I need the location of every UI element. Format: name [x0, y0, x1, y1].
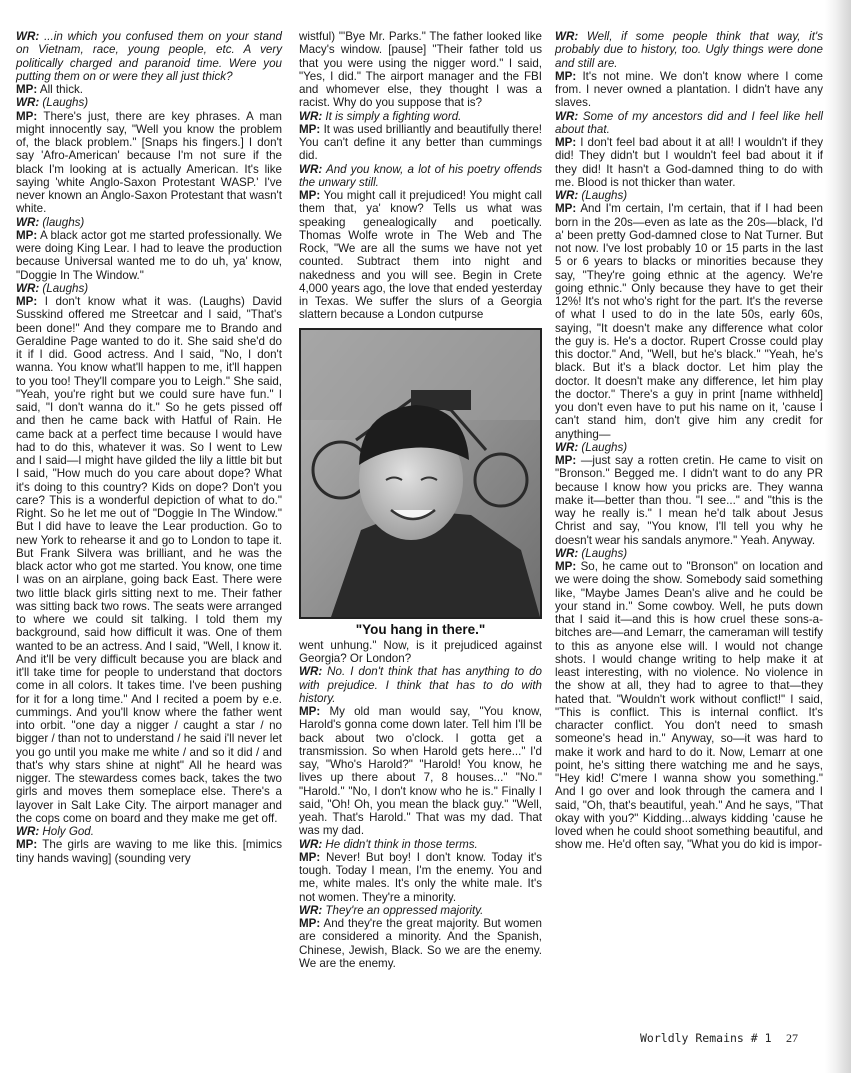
speaker-label: WR: [555, 109, 579, 123]
interview-paragraph [16, 295, 282, 825]
paragraph-text: A black actor got me started professionally. We were doing King Lear. I had to leave the production because Universal wanted me to do uh, ya' know, "Doggie In The Window." [16, 228, 282, 282]
interview-paragraph [555, 202, 823, 441]
speaker-label: WR: [555, 440, 579, 454]
paragraph-text: I don't feel bad about it at all! I wouldn't if they did! They didn't but I wouldn't feel bad about it if they did! It hasn't a God-damned thing to do with me. Blood is not thicker than water. [555, 136, 823, 189]
paragraph-text: The girls are waving to me like this. [mimics tiny hands waving] (sounding very [16, 838, 282, 865]
interview-paragraph [299, 30, 542, 110]
interview-paragraph [299, 110, 542, 123]
speaker-label: MP: [555, 69, 577, 83]
interview-paragraph [299, 904, 542, 917]
paragraph-text: (Laughs) [578, 440, 628, 454]
interview-paragraph [555, 454, 823, 547]
paragraph-text: went unhung." Now, is it prejudiced against Georgia? Or London? [299, 638, 542, 665]
speaker-label: WR: [16, 825, 40, 838]
paragraph-text: (Laughs) [39, 96, 89, 110]
paragraph-text: It was used brilliantly and beautifully there! You can't define it any better than cummings did. [299, 122, 542, 163]
interview-paragraph [555, 547, 823, 560]
interview-paragraph [299, 838, 542, 851]
interview-paragraph [16, 282, 282, 295]
column-1-paragraphs [16, 30, 282, 865]
interview-paragraph [555, 189, 823, 202]
paragraph-text: Well, if some people think that way, it's probably due to history, too. Ugly things were done and still are. [555, 30, 823, 70]
speaker-label: MP: [299, 850, 321, 864]
interview-paragraph [299, 665, 542, 705]
paragraph-text: And they're the great majority. But women are considered a minority. And the Spanish, Chinese, Jewish, Black. So we are the enemy. We are the enemy. [299, 917, 542, 970]
speaker-label: MP: [555, 560, 577, 573]
paragraph-text: And I'm certain, I'm certain, that if I had been born in the 20s—even as late as the 20s—black, I'd a' been pretty God-damned close to Nat Turner. But not now. I've lost probably 10 or 15 parts in the last 5 or 6 years to blacks or minorities because they say, "They're going ethnic at the agency. We're going ethnic." Only because they have to get their 12%! It's not who's right for the part. It's the reverse of what I used to do in the late 50s, early 60s, saying, "It doesn't make any difference what color the guy is. He's a doctor. Rupert Crosse could play this doctor." And, "Well, but he's black." "Yeah, he's black. But it's a black doctor. Let him play the doctor. It doesn't make any difference, let him play the doctor." There's a guy in print [name withheld] you don't even have to put his name on it, 'cause I can't stand him, don't give him any credit for anything— [555, 202, 823, 441]
speaker-label: WR: [299, 837, 323, 851]
photo-caption: "You hang in there." [355, 621, 486, 637]
speaker-label: MP: [299, 189, 321, 202]
speaker-label: MP: [16, 83, 38, 96]
interview-paragraph [299, 917, 542, 970]
interview-paragraph [16, 216, 282, 229]
interview-paragraph [555, 441, 823, 454]
speaker-label: MP: [16, 838, 38, 852]
interview-paragraph [299, 851, 542, 904]
text-column-3 [555, 30, 823, 852]
interview-paragraph [299, 705, 542, 838]
speaker-label: MP: [16, 109, 38, 123]
paragraph-text: You might call it prejudiced! You might call them that, ya' know? Tells us what was speaking genealogically and poetically. Thomas Wolfe wrote in The Web and The Rock, "We are all the sums we have not yet counted. Subtract them into night and nakedness and you will see. Begin in Crete 4,000 years ago, the love that ended yesterday in Texas. We suffer the slurs of a Georgia slattern because a London cutpurse [299, 189, 542, 322]
paragraph-text: He didn't think in those terms. [322, 837, 478, 851]
speaker-label: WR: [299, 903, 323, 917]
paragraph-text: It is simply a fighting word. [322, 109, 462, 123]
speaker-label: MP: [299, 705, 321, 718]
paragraph-text: —just say a rotten cretin. He came to visit on "Bronson." Begged me. I didn't want to do any PR because I know how you pricks are. They wanna make it—better than thou. "I see..." and "this is the way he really is." I mean he'd talk about Jesus Christ and say, "You know, I'll tell you why he doesn't wear his sandals anymore." Yeah. Anyway. [555, 454, 823, 547]
speaker-label: MP: [16, 228, 38, 242]
paragraph-text: Never! But boy! I don't know. Today it's tough. Today I mean, I'm the enemy. You and me, white males. It's only the white male. It's not women. They're a minority. [299, 850, 542, 904]
paragraph-text: ...in which you confused them on your stand on Vietnam, race, young people, etc. A very politically charged and paranoid time. Were you putting them on or were they all just thick? [16, 30, 282, 83]
speaker-label: WR: [16, 96, 40, 110]
interview-paragraph [555, 30, 823, 70]
interview-paragraph [16, 110, 282, 216]
interview-paragraph [16, 96, 282, 109]
interview-paragraph [16, 838, 282, 865]
text-column-1 [16, 30, 282, 865]
publication-footer: Worldly Remains # 1 [640, 1031, 772, 1045]
page-number: 27 [786, 1031, 798, 1045]
interview-paragraph [16, 229, 282, 282]
paragraph-text: No. I don't think that has anything to do with prejudice. I think that has to do with history. [299, 665, 542, 705]
interview-paragraph [555, 70, 823, 110]
paragraph-text: My old man would say, "You know, Harold's gonna come down later. Tell him I'll be back about two o'clock. I gotta get a transmission. So when Harold gets here..." I'd say, "Who's Harold?" "Harold! You know, he lives up there about 7, 8 houses..." "No." "Harold." "No, I don't know who he is." Finally I said, "Oh! Oh, you mean the black guy." "Well, yeah. That's Harold." That was my dad. That was my dad. [299, 705, 542, 838]
interview-paragraph [555, 136, 823, 189]
speaker-label: WR: [555, 189, 579, 202]
speaker-label: WR: [299, 109, 323, 123]
speaker-label: WR: [555, 30, 579, 43]
paragraph-text: So, he came out to "Bronson" on location and we were doing the show. Somebody said something like, "Maybe James Dean's alive and he could be your stand in." Some cowboy. Well, he puts down that I said it—and this is how cruel these sons-a-bitches are—and Lemarr, the cameraman will testify to this as anyone else will. I would not change shots. I would change writing to help make it at least interesting, with no violence. No violence in the show at all, they had to agree to that—they hated that. "Wouldn't work without conflict!" I said, "This is conflict. This is internal conflict. It's character conflict. You don't need to smash someone's head in." Anyway, so—it was hard to make it work and hard to do it. Now, Lemarr at one point, he's sitting there watching me and he says, "Hey kid! C'mere I wanna show you something." And I go over and look through the camera and I said, "Oh, that's beautiful, yeah." And he says, "That okay with you?" Kidding...always kidding 'cause he loved when he could shoot something beautiful, and show me. He'd often say, "What you do kid is impor- [555, 560, 823, 852]
column-2-paragraphs-top [299, 30, 542, 322]
speaker-label: WR: [299, 162, 323, 176]
interview-paragraph [299, 189, 542, 322]
paragraph-text: (laughs) [39, 215, 85, 229]
paragraph-text: Some of my ancestors did and I feel like hell about that. [555, 109, 823, 136]
speaker-label: MP: [555, 202, 577, 216]
page-edge-shadow [825, 0, 851, 1073]
paragraph-text: (Laughs) [578, 546, 628, 560]
paragraph-text: All thick. [37, 83, 84, 96]
paragraph-text: And you know, a lot of his poetry offends the unwary still. [299, 162, 542, 189]
column-3-paragraphs [555, 30, 823, 852]
interview-paragraph [555, 560, 823, 852]
interview-paragraph [16, 30, 282, 83]
speaker-label: WR: [16, 30, 40, 43]
paragraph-text: (Laughs) [39, 281, 89, 295]
portrait-photo [299, 328, 542, 619]
speaker-label: WR: [555, 546, 579, 560]
interview-paragraph [16, 825, 282, 838]
speaker-label: WR: [16, 215, 40, 229]
text-column-2 [299, 30, 542, 970]
interview-paragraph [299, 163, 542, 190]
paragraph-text: There's just, there are key phrases. A man might innocently say, "Well you know the problem of, the black problem." [Snaps his fingers.] I don't say 'Afro-American' because I'm not sure if the black I'm looking at is actually American. It's like saying 'white Anglo-Saxon Protestant WASP.' I've never known an Anglo-Saxon Protestant that wasn't white. [16, 109, 282, 216]
interview-paragraph [555, 110, 823, 137]
speaker-label: MP: [555, 454, 577, 467]
paragraph-text: They're an oppressed majority. [322, 903, 484, 917]
paragraph-text: Holy God. [39, 825, 94, 838]
paragraph-text: I don't know what it was. (Laughs) David Susskind offered me Streetcar and I said, "That's been done!" And they compare me to Brando and Geraldine Page wanted to do it. She said she'd do it if I did. Good actress. And I said, "No, I don't wanna. You know what'll happen to me, it'll happen to you too! They'll compare you to Leigh." She said, "Yeah, you're right but we could sure have fun." I said, "I don't wanna do it." So he gets pissed off and then he came back with Hatful of Rain. He came back at a perfect time because I would have had to do this, whatever it was. So I went to Lew and I said—I might have gilded the lily a little bit but I said, "How much do you care about dope? What it's doing to this country? Kids on dope? Don't you care? This is a wonderful depiction of what to do." Right. So he let me out of "Doggie In The Window." But I did have to leave the Lear production. Go to new York to rehearse it and go to London to tape it. But Frank Silvera was brilliant, and he was the black actor who got me started. You know, one time I was on an airplane, going back East. There were two little black girls sitting next to me. Their father was sitting back two rows. The seats were arranged to where we could sit talking. I told them my background, said how difficult it was. One of them wanted to be an actress. And I said, "Well, I know it. And it'll be very difficult because you are black and it'll take time for people to understand that doctors come in all colors. It takes time. I've been pushing for it for a long time." And I recited a poem by e.e. cummings. And you'll know where the father went into orbit. "one day a nigger / caught a star / no bigger / than not to understand / he said i'll never let you go until you make me white / and so it did / and that's why stars shine at night" All he heard was nigger. The stewardess comes back, takes the two girls and moves them someplace else. There's a layover in Salt Lake City. The airport manager and the cops come on board and they make me get off. [16, 295, 282, 825]
speaker-label: MP: [299, 122, 321, 136]
photo-block [299, 328, 542, 636]
paragraph-text: wistful) "'Bye Mr. Parks." The father looked like Macy's window. [pause] "Their father told us that you were using the nigger word." I said, "Yes, I did." The airport manager and the FBI and whomever else, they thought I was a racist. Why do you suppose that is? [299, 30, 542, 110]
speaker-label: WR: [16, 281, 40, 295]
paragraph-text: It's not mine. We don't know where I come from. I never owned a plantation. I didn't have any slaves. [555, 69, 823, 110]
interview-paragraph [299, 123, 542, 163]
speaker-label: MP: [555, 136, 577, 149]
speaker-label: MP: [16, 295, 38, 308]
speaker-label: MP: [299, 917, 321, 930]
interview-paragraph [299, 639, 542, 666]
column-2-paragraphs-bottom [299, 639, 542, 970]
paragraph-text: (Laughs) [578, 189, 628, 202]
interview-paragraph [16, 83, 282, 96]
speaker-label: WR: [299, 665, 323, 679]
